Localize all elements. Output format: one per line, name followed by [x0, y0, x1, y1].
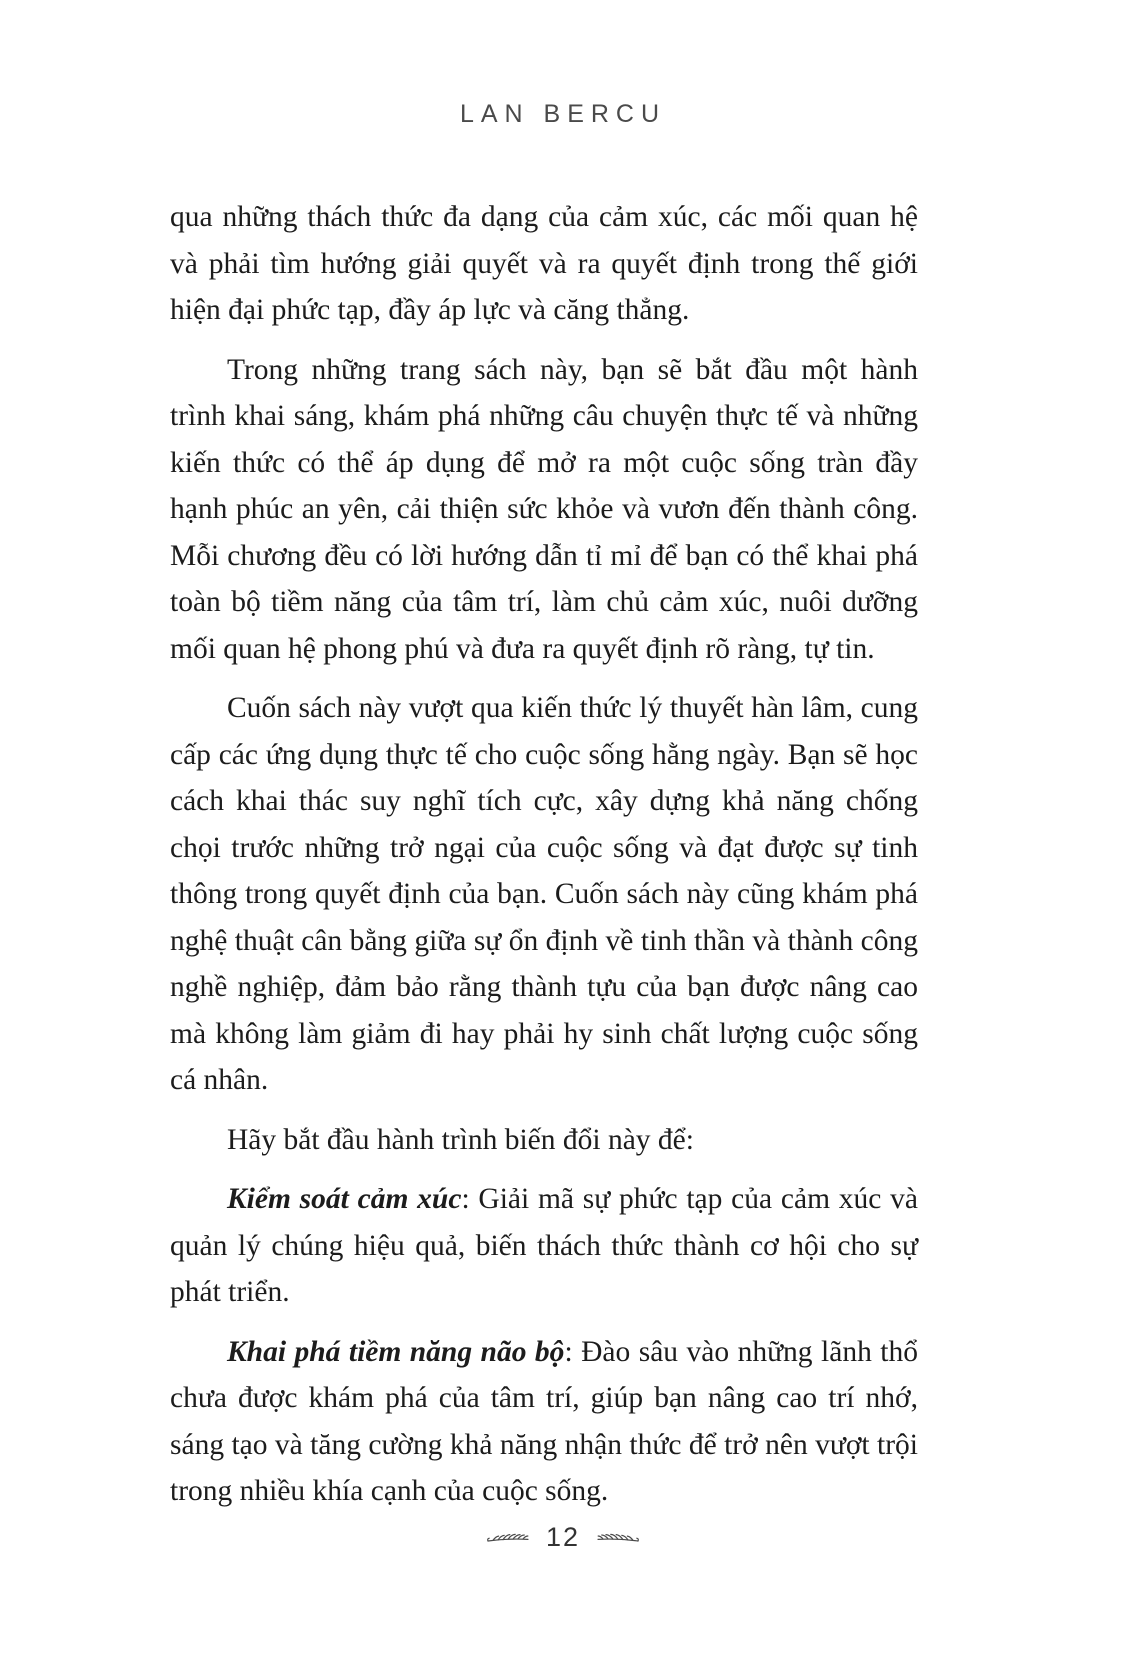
paragraph-lead-in: Khai phá tiềm năng não bộ	[227, 1335, 565, 1368]
fern-flourish-left-icon	[486, 1530, 530, 1546]
paragraph: Hãy bắt đầu hành trình biến đổi này để:	[227, 1123, 694, 1156]
paragraph: qua những thách thức đa dạng của cảm xúc, các mối quan hệ và phải tìm hướng giải quyết và ra quyết định trong thế giới hiện đại phức tạp, đầy áp lực và căng thẳng.	[170, 201, 918, 326]
paragraph: Trong những trang sách này, bạn sẽ bắt đầu một hành trình khai sáng, khám phá những câu chuyện thực tế và những kiến thức có thể áp dụng để mở ra một cuộc sống tràn đầy hạnh phúc an yên, cải thiện sức khỏe và vươn đến thành công. Mỗi chương đều có lời hướng dẫn tỉ mỉ để bạn có thể khai phá toàn bộ tiềm năng của tâm trí, làm chủ cảm xúc, nuôi dưỡng mối quan hệ phong phú và đưa ra quyết định rõ ràng, tự tin.	[170, 353, 918, 665]
paragraph: Khai phá tiềm năng não bộ: Đào sâu vào những lãnh thổ chưa được khám phá của tâm trí, giúp bạn nâng cao trí nhớ, sáng tạo và tăng cường khả năng nhận thức để trở nên vượt trội trong nhiều khía cạnh của cuộc sống.	[170, 1335, 918, 1507]
paragraph: Cuốn sách này vượt qua kiến thức lý thuyết hàn lâm, cung cấp các ứng dụng thực tế cho cuộc sống hằng ngày. Bạn sẽ học cách khai thác suy nghĩ tích cực, xây dựng khả năng chống chọi trước những trở ngại của cuộc sống và đạt được sự tinh thông trong quyết định của bạn. Cuốn sách này cũng khám phá nghệ thuật cân bằng giữa sự ổn định về tinh thần và thành công nghề nghiệp, đảm bảo rằng thành tựu của bạn được nâng cao mà không làm giảm đi hay phải hy sinh chất lượng cuộc sống cá nhân.	[170, 692, 918, 1096]
page-footer	[0, 1524, 1126, 1551]
body-text	[170, 194, 918, 1528]
running-head-author: LAN BERCU	[459, 100, 667, 128]
paragraph: Kiểm soát cảm xúc: Giải mã sự phức tạp của cảm xúc và quản lý chúng hiệu quả, biến thách thức thành cơ hội cho sự phát triển.	[170, 1183, 918, 1308]
page-number: 12	[545, 1522, 581, 1552]
fern-flourish-right-icon	[596, 1530, 640, 1546]
paragraph-lead-in: Kiểm soát cảm xúc	[227, 1183, 462, 1215]
